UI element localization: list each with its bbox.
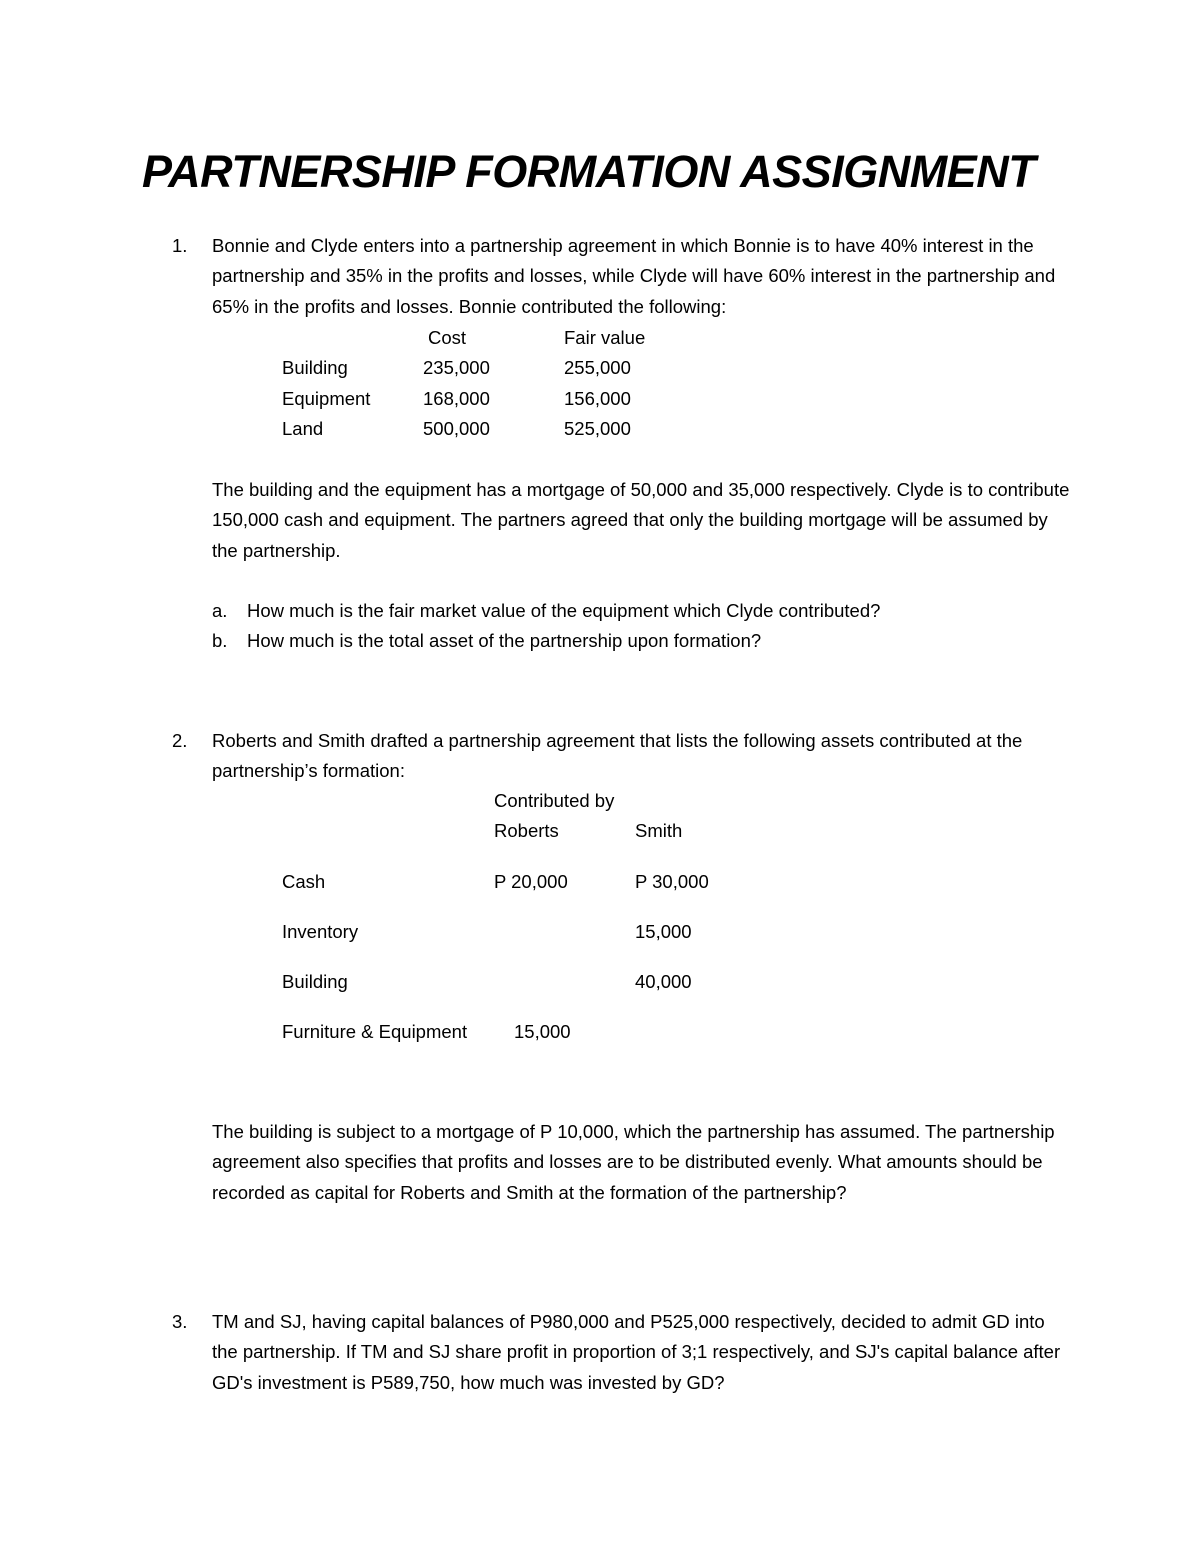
q1-row-fair-value: 255,000: [564, 357, 631, 378]
document-title: PARTNERSHIP FORMATION ASSIGNMENT: [142, 146, 1036, 197]
q2-row-roberts: P 20,000: [494, 871, 568, 892]
question-2-details: The building is subject to a mortgage of P 10,000, which the partnership has assumed. The partnership agreement also specifies that profits and losses are to be distributed evenly. What amounts should be recorded as capital for Roberts and Smith at the formation of the partnership?: [212, 1121, 1055, 1203]
q1-header-fair-value: Fair value: [564, 327, 646, 348]
q2-row-item: Building: [282, 971, 348, 992]
q1-row-fair-value: 525,000: [564, 418, 631, 439]
q2-row-item: Inventory: [282, 921, 359, 942]
q1-row-cost: 500,000: [423, 418, 490, 439]
sub-question-label: a.: [212, 600, 228, 621]
q1-row-cost: 235,000: [423, 357, 490, 378]
q1-row-fair-value: 156,000: [564, 388, 631, 409]
q2-row-smith: 40,000: [635, 971, 692, 992]
q2-group-header: Contributed by: [494, 790, 615, 811]
question-3-number: 3.: [172, 1311, 188, 1332]
sub-question-text: How much is the fair market value of the equipment which Clyde contributed?: [247, 600, 881, 621]
q1-row-item: Building: [282, 357, 348, 378]
question-3-text: TM and SJ, having capital balances of P980,000 and P525,000 respectively, decided to admit GD into the partnership. If TM and SJ share profit in proportion of 3;1 respectively, and SJ's capital balance after GD's investment is P589,750, how much was invested by GD?: [212, 1311, 1061, 1393]
q1-header-cost: Cost: [428, 327, 467, 348]
q1-row-item: Equipment: [282, 388, 371, 409]
question-1-number: 1.: [172, 235, 188, 256]
q1-row-cost: 168,000: [423, 388, 490, 409]
sub-question-text: How much is the total asset of the partnership upon formation?: [247, 630, 762, 651]
question-2-number: 2.: [172, 730, 188, 751]
q2-row-smith: 15,000: [635, 921, 692, 942]
sub-question-label: b.: [212, 630, 228, 651]
q2-row-smith: P 30,000: [635, 871, 709, 892]
q1-row-item: Land: [282, 418, 324, 439]
q2-row-item: Cash: [282, 871, 326, 892]
q2-header-smith: Smith: [635, 820, 683, 841]
q2-header-roberts: Roberts: [494, 820, 559, 841]
question-2-intro: Roberts and Smith drafted a partnership agreement that lists the following assets contributed at the partnership’s formation:: [212, 730, 1023, 782]
question-1-details: The building and the equipment has a mortgage of 50,000 and 35,000 respectively. Clyde is to contribute 150,000 cash and equipment. The partners agreed that only the building mortgage will be assumed by the partnership.: [212, 479, 1070, 561]
question-1-intro: Bonnie and Clyde enters into a partnership agreement in which Bonnie is to have 40% interest in the partnership and 35% in the profits and losses, while Clyde will have 60% interest in the partnership and 65% in the profits and losses. Bonnie contributed the following:: [212, 235, 1056, 317]
q2-row-item: Furniture & Equipment: [282, 1021, 468, 1042]
q2-row-roberts: 15,000: [514, 1021, 571, 1042]
